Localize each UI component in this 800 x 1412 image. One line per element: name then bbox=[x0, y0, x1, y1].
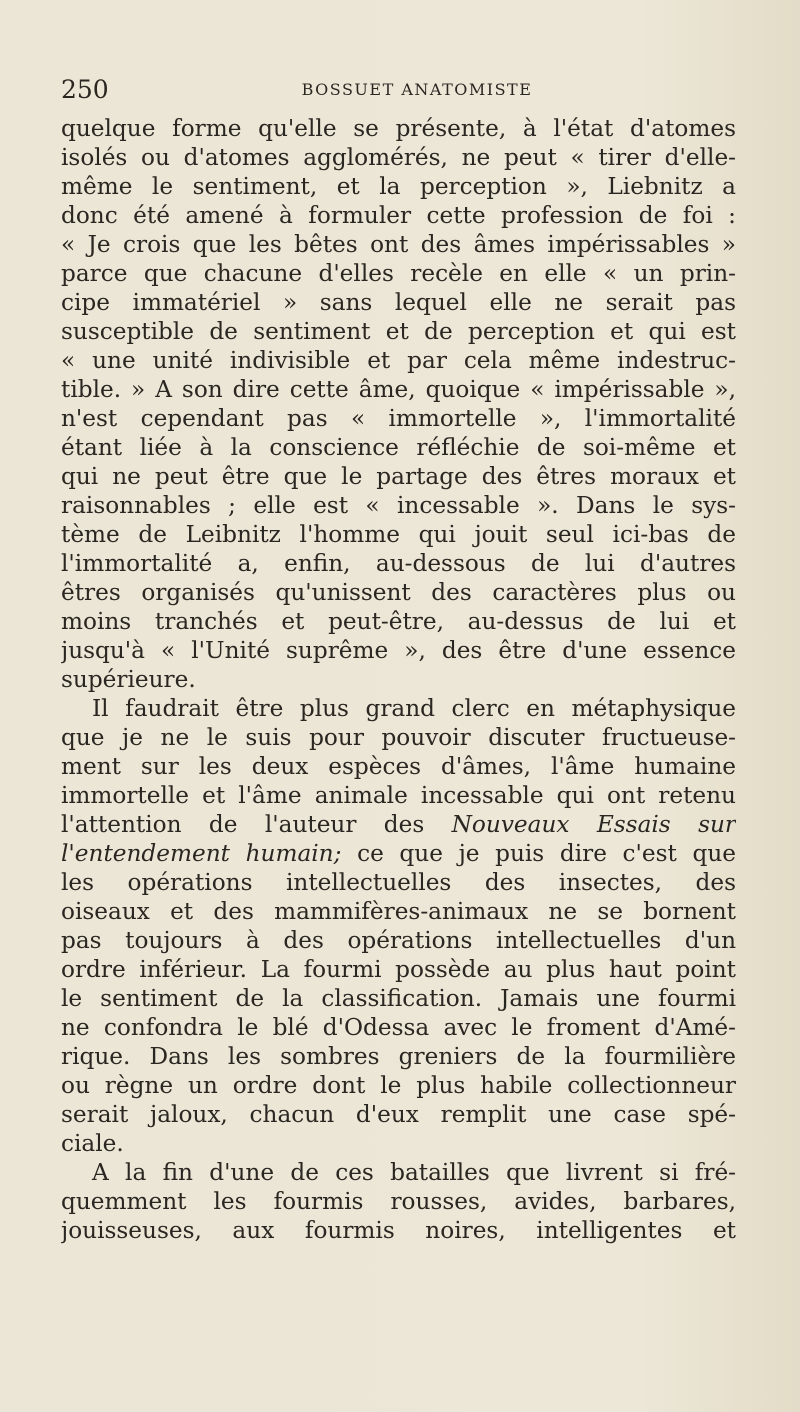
page-number: 250 bbox=[61, 75, 109, 104]
text-line: ou règne un ordre dont le plus habile collectionneur bbox=[61, 1072, 736, 1099]
text-line: parce que chacune d'elles recèle en elle « un prin- bbox=[61, 260, 736, 287]
text-line: raisonnables ; elle est « incessable ». Dans le sys- bbox=[61, 492, 736, 519]
text-line: « Je crois que les bêtes ont des âmes impérissables » bbox=[61, 231, 736, 258]
text-line: donc été amené à formuler cette profession de foi : bbox=[61, 202, 736, 229]
text-line: êtres organisés qu'unissent des caractères plus ou bbox=[61, 579, 736, 606]
text-line: tème de Leibnitz l'homme qui jouit seul ici-bas de bbox=[61, 521, 736, 548]
text-line: que je ne le suis pour pouvoir discuter fructueuse- bbox=[61, 724, 736, 751]
text-line: les opérations intellectuelles des insectes, des bbox=[61, 869, 736, 896]
text-line: A la fin d'une de ces batailles que livrent si fré- bbox=[92, 1159, 736, 1186]
text-line: ment sur les deux espèces d'âmes, l'âme humaine bbox=[61, 753, 736, 780]
text-line: susceptible de sentiment et de perception et qui est bbox=[61, 318, 736, 345]
text-line: n'est cependant pas « immortelle », l'immortalité bbox=[61, 405, 736, 432]
text-segment: ce que je puis dire c'est que bbox=[341, 840, 736, 867]
text-line: quemment les fourmis rousses, avides, barbares, bbox=[61, 1188, 736, 1215]
text-line: rique. Dans les sombres greniers de la fourmilière bbox=[61, 1043, 736, 1070]
text-line: le sentiment de la classification. Jamais une fourmi bbox=[61, 985, 736, 1012]
text-line: serait jaloux, chacun d'eux remplit une case spé- bbox=[61, 1101, 736, 1128]
text-line: qui ne peut être que le partage des êtres moraux et bbox=[61, 463, 736, 490]
text-line: cipe immatériel » sans lequel elle ne serait pas bbox=[61, 289, 736, 316]
text-segment: l'attention de l'auteur des bbox=[61, 811, 452, 838]
text-line: jusqu'à « l'Unité suprême », des être d'une essence bbox=[61, 637, 736, 664]
running-title: BOSSUET ANATOMISTE bbox=[301, 80, 533, 99]
text-line: ciale. bbox=[61, 1130, 124, 1157]
text-line: « une unité indivisible et par cela même indestruc- bbox=[61, 347, 736, 374]
text-line: immortelle et l'âme animale incessable qui ont retenu bbox=[61, 782, 736, 809]
text-line: ordre inférieur. La fourmi possède au plus haut point bbox=[61, 956, 736, 983]
text-line: quelque forme qu'elle se présente, à l'état d'atomes bbox=[61, 115, 736, 142]
text-line: jouisseuses, aux fourmis noires, intelligentes et bbox=[61, 1217, 736, 1244]
text-line: supérieure. bbox=[61, 666, 196, 693]
text-line: isolés ou d'atomes agglomérés, ne peut « tirer d'elle- bbox=[61, 144, 736, 171]
text-line: oiseaux et des mammifères-animaux ne se bornent bbox=[61, 898, 736, 925]
text-line: l'immortalité a, enfin, au-dessous de lui d'autres bbox=[61, 550, 736, 577]
text-line: ne confondra le blé d'Odessa avec le froment d'Amé- bbox=[61, 1014, 736, 1041]
text-line bbox=[61, 810, 736, 840]
text-line: étant liée à la conscience réfléchie de soi-même et bbox=[61, 434, 736, 461]
text-line: moins tranchés et peut-être, au-dessus de lui et bbox=[61, 608, 736, 635]
text-line: même le sentiment, et la perception », Liebnitz a bbox=[61, 173, 736, 200]
text-line bbox=[61, 839, 736, 869]
book-title: l'entendement humain; bbox=[61, 840, 342, 867]
text-line: pas toujours à des opérations intellectuelles d'un bbox=[61, 927, 736, 954]
text-line: tible. » A son dire cette âme, quoique « impérissable », bbox=[61, 376, 736, 403]
text-line: Il faudrait être plus grand clerc en métaphysique bbox=[92, 695, 736, 722]
book-title: Nouveaux Essais sur bbox=[451, 811, 736, 838]
